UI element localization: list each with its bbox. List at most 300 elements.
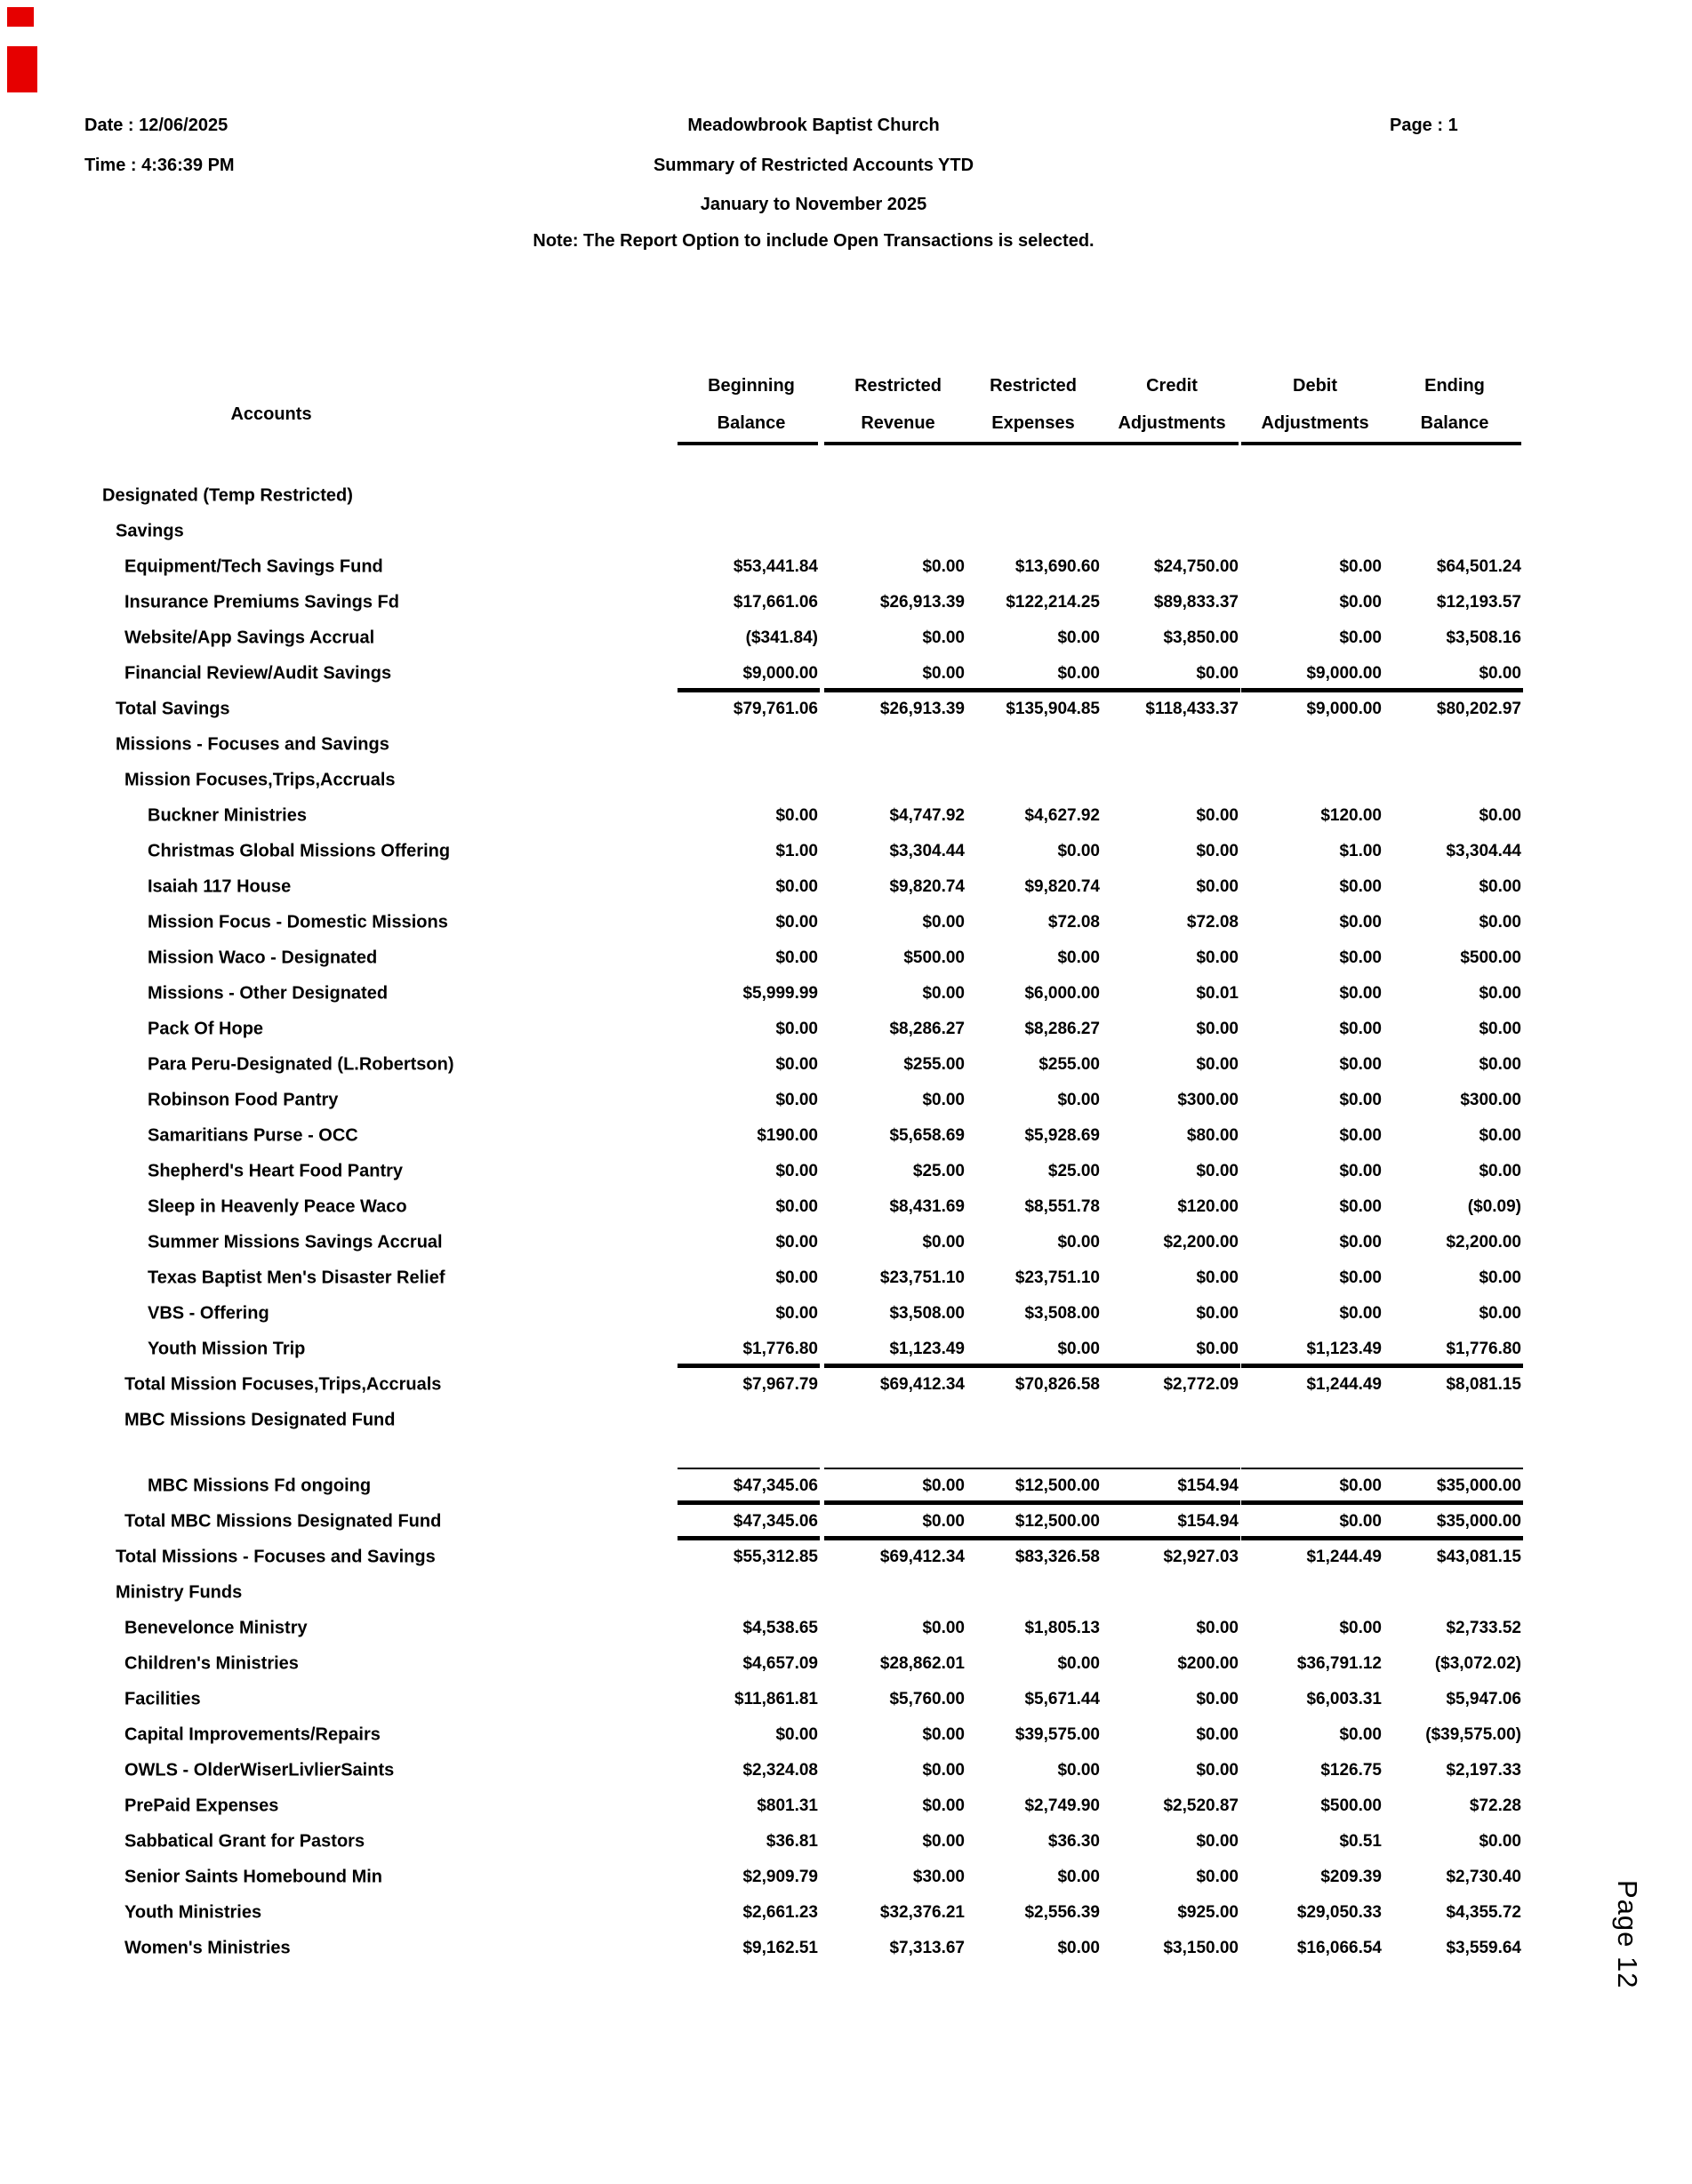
value-cell: $0.00 <box>922 664 965 683</box>
value-cell: $6,000.00 <box>1024 984 1100 1003</box>
account-label: Total Mission Focuses,Trips,Accruals <box>124 1374 442 1395</box>
table-row-item <box>0 834 1692 869</box>
report-title: Summary of Restricted Accounts YTD <box>653 156 974 175</box>
value-cell: $3,508.00 <box>889 1304 965 1323</box>
account-label: Christmas Global Missions Offering <box>148 841 451 861</box>
value-cell: $0.00 <box>775 1268 818 1287</box>
table-row-section <box>0 514 1692 549</box>
value-cell: $0.00 <box>1057 1654 1100 1673</box>
value-cell: $300.00 <box>1460 1091 1521 1109</box>
value-cell: $9,000.00 <box>742 664 818 683</box>
total-rule-above <box>1098 1468 1240 1469</box>
value-cell: $3,508.00 <box>1024 1304 1100 1323</box>
value-cell: $0.00 <box>1339 1055 1382 1074</box>
value-cell: $25.00 <box>1047 1162 1100 1180</box>
value-cell: $7,967.79 <box>742 1375 818 1394</box>
column-header-line1: Credit <box>1146 376 1198 396</box>
value-cell: $4,627.92 <box>1024 806 1100 825</box>
value-cell: ($39,575.00) <box>1425 1725 1521 1744</box>
value-cell: $0.00 <box>922 1761 965 1780</box>
value-cell: $30.00 <box>912 1868 965 1886</box>
account-label: MBC Missions Fd ongoing <box>148 1476 372 1496</box>
table-row-item <box>0 1860 1692 1895</box>
value-cell: $0.00 <box>1196 1162 1239 1180</box>
total-rule-above <box>678 1468 820 1469</box>
column-header <box>1248 367 1382 442</box>
table-row-item <box>0 1931 1692 1966</box>
account-label: MBC Missions Designated Fund <box>124 1410 396 1430</box>
table-row-item <box>0 1788 1692 1824</box>
value-cell: $0.00 <box>1339 1091 1382 1109</box>
value-cell: $0.00 <box>1479 1162 1521 1180</box>
value-cell: $1.00 <box>775 842 818 860</box>
value-cell: $36,791.12 <box>1296 1654 1382 1673</box>
value-cell: $8,286.27 <box>1024 1020 1100 1038</box>
value-cell: $25.00 <box>912 1162 965 1180</box>
value-cell: $0.00 <box>1479 1020 1521 1038</box>
value-cell: $1,244.49 <box>1306 1548 1382 1566</box>
value-cell: $5,671.44 <box>1024 1690 1100 1708</box>
value-cell: $135,904.85 <box>1006 700 1100 718</box>
value-cell: $0.00 <box>1057 1939 1100 1957</box>
account-label: Para Peru-Designated (L.Robertson) <box>148 1054 454 1075</box>
column-header <box>1388 367 1521 442</box>
column-header-underline <box>1098 442 1239 445</box>
value-cell: $23,751.10 <box>1014 1268 1100 1287</box>
value-cell: $0.00 <box>1479 664 1521 683</box>
value-cell: $1,244.49 <box>1306 1375 1382 1394</box>
value-cell: $1,776.80 <box>742 1340 818 1358</box>
value-cell: $0.51 <box>1339 1832 1382 1851</box>
account-label: Financial Review/Audit Savings <box>124 663 392 684</box>
value-cell: $0.00 <box>1339 1268 1382 1287</box>
account-label: Sleep in Heavenly Peace Waco <box>148 1196 407 1217</box>
value-cell: $1,123.49 <box>889 1340 965 1358</box>
account-label: Mission Waco - Designated <box>148 948 378 968</box>
value-cell: $255.00 <box>1038 1055 1100 1074</box>
table-row-total <box>0 1540 1692 1575</box>
value-cell: $0.00 <box>1196 1619 1239 1637</box>
table-row-item <box>0 1646 1692 1682</box>
report-time: Time : 4:36:39 PM <box>84 156 235 175</box>
value-cell: $0.00 <box>1479 806 1521 825</box>
table-row-item <box>0 1824 1692 1860</box>
value-cell: $2,324.08 <box>742 1761 818 1780</box>
account-label: Children's Ministries <box>124 1653 299 1674</box>
value-cell: $4,355.72 <box>1446 1903 1521 1922</box>
account-label: Pack Of Hope <box>148 1019 264 1039</box>
report-note: Note: The Report Option to include Open Transactions is selected. <box>533 231 1095 251</box>
value-cell: $0.00 <box>1196 1055 1239 1074</box>
account-label: Savings <box>116 521 184 541</box>
value-cell: $43,081.15 <box>1436 1548 1521 1566</box>
value-cell: $2,909.79 <box>742 1868 818 1886</box>
column-header-underline <box>1241 442 1382 445</box>
value-cell: $4,747.92 <box>889 806 965 825</box>
value-cell: $72.08 <box>1186 913 1239 932</box>
value-cell: $0.00 <box>1339 1126 1382 1145</box>
value-cell: $55,312.85 <box>733 1548 818 1566</box>
value-cell: $0.00 <box>922 628 965 647</box>
value-cell: $0.00 <box>1339 1020 1382 1038</box>
value-cell: $72.08 <box>1047 913 1100 932</box>
value-cell: $35,000.00 <box>1436 1476 1521 1495</box>
value-cell: $0.00 <box>1196 1340 1239 1358</box>
value-cell: $0.00 <box>922 557 965 576</box>
table-row-item <box>0 1332 1692 1367</box>
value-cell: $23,751.10 <box>879 1268 965 1287</box>
value-cell: $120.00 <box>1320 806 1382 825</box>
table-row-item <box>0 656 1692 692</box>
value-cell: $0.00 <box>1339 913 1382 932</box>
value-cell: ($341.84) <box>745 628 818 647</box>
account-label: VBS - Offering <box>148 1303 269 1324</box>
red-scan-mark-top <box>7 7 34 27</box>
table-row-item <box>0 1296 1692 1332</box>
value-cell: $0.00 <box>1339 1476 1382 1495</box>
value-cell: $0.00 <box>1339 984 1382 1003</box>
column-header-line1: Restricted <box>854 376 942 396</box>
value-cell: $200.00 <box>1177 1654 1239 1673</box>
value-cell: $0.00 <box>775 913 818 932</box>
value-cell: $0.00 <box>1339 1725 1382 1744</box>
value-cell: $47,345.06 <box>733 1512 818 1531</box>
value-cell: $0.00 <box>1057 948 1100 967</box>
accounts-column-header: Accounts <box>230 404 312 424</box>
value-cell: $0.00 <box>1339 1162 1382 1180</box>
value-cell: $36.81 <box>766 1832 818 1851</box>
table-row-item <box>0 1717 1692 1753</box>
value-cell: $5,658.69 <box>889 1126 965 1145</box>
value-cell: $0.00 <box>1057 842 1100 860</box>
account-label: Total MBC Missions Designated Fund <box>124 1511 442 1532</box>
value-cell: $0.00 <box>775 1055 818 1074</box>
value-cell: $0.00 <box>922 1233 965 1252</box>
column-header-line1: Restricted <box>990 376 1077 396</box>
value-cell: $0.00 <box>1339 557 1382 576</box>
value-cell: $0.00 <box>1196 664 1239 683</box>
value-cell: $9,820.74 <box>889 877 965 896</box>
value-cell: $0.00 <box>1479 877 1521 896</box>
value-cell: $79,761.06 <box>733 700 818 718</box>
table-row-item <box>0 620 1692 656</box>
value-cell: $0.00 <box>1057 628 1100 647</box>
value-cell: $0.00 <box>1339 593 1382 612</box>
value-cell: $32,376.21 <box>879 1903 965 1922</box>
value-cell: $69,412.34 <box>879 1375 965 1394</box>
value-cell: $0.00 <box>1196 1304 1239 1323</box>
column-header-line2: Revenue <box>861 413 935 433</box>
value-cell: $120.00 <box>1177 1197 1239 1216</box>
value-cell: $0.00 <box>1479 1304 1521 1323</box>
value-cell: $11,861.81 <box>734 1690 818 1708</box>
value-cell: $925.00 <box>1177 1903 1239 1922</box>
table-row-section <box>0 478 1692 514</box>
value-cell: $0.00 <box>1196 1020 1239 1038</box>
value-cell: $2,200.00 <box>1163 1233 1239 1252</box>
value-cell: $0.00 <box>1057 1761 1100 1780</box>
value-cell: $9,820.74 <box>1024 877 1100 896</box>
value-cell: $0.00 <box>775 1091 818 1109</box>
value-cell: $47,345.06 <box>733 1476 818 1495</box>
total-rule-above <box>1381 1468 1523 1469</box>
total-rule-above <box>1241 1468 1383 1469</box>
value-cell: $83,326.58 <box>1014 1548 1100 1566</box>
table-row-item <box>0 1225 1692 1260</box>
value-cell: $500.00 <box>1320 1796 1382 1815</box>
value-cell: $72.28 <box>1469 1796 1521 1815</box>
account-label: Designated (Temp Restricted) <box>102 485 353 506</box>
value-cell: $126.75 <box>1320 1761 1382 1780</box>
value-cell: $801.31 <box>757 1796 818 1815</box>
value-cell: $0.00 <box>1057 1340 1100 1358</box>
account-label: Samaritians Purse - OCC <box>148 1125 358 1146</box>
value-cell: $12,500.00 <box>1014 1476 1100 1495</box>
value-cell: $500.00 <box>1460 948 1521 967</box>
value-cell: $5,947.06 <box>1446 1690 1521 1708</box>
value-cell: $0.00 <box>1339 1304 1382 1323</box>
value-cell: $0.00 <box>922 1725 965 1744</box>
value-cell: $0.00 <box>775 877 818 896</box>
value-cell: $9,000.00 <box>1306 664 1382 683</box>
value-cell: $0.00 <box>1339 877 1382 896</box>
value-cell: $8,286.27 <box>889 1020 965 1038</box>
column-header-underline <box>1381 442 1521 445</box>
table-row-item <box>0 940 1692 976</box>
account-label: PrePaid Expenses <box>124 1796 279 1816</box>
value-cell: $9,000.00 <box>1306 700 1382 718</box>
value-cell: $154.94 <box>1177 1512 1239 1531</box>
account-label: Youth Ministries <box>124 1902 262 1923</box>
value-cell: $122,214.25 <box>1006 593 1100 612</box>
value-cell: $0.00 <box>775 1304 818 1323</box>
value-cell: $26,913.39 <box>879 700 965 718</box>
account-label: Mission Focus - Domestic Missions <box>148 912 448 932</box>
value-cell: $3,559.64 <box>1446 1939 1521 1957</box>
value-cell: $0.00 <box>1196 1868 1239 1886</box>
column-header-underline <box>824 442 965 445</box>
value-cell: $24,750.00 <box>1153 557 1239 576</box>
table-row-item <box>0 1083 1692 1118</box>
value-cell: $29,050.33 <box>1296 1903 1382 1922</box>
table-row-total <box>0 1367 1692 1403</box>
side-page-label: Page 12 <box>1612 1880 1643 1989</box>
value-cell: $12,193.57 <box>1436 593 1521 612</box>
total-rule-above <box>824 1468 966 1469</box>
value-cell: $2,927.03 <box>1163 1548 1239 1566</box>
column-header-line2: Adjustments <box>1261 413 1369 433</box>
value-cell: $255.00 <box>903 1055 965 1074</box>
value-cell: $0.00 <box>922 1619 965 1637</box>
value-cell: $2,197.33 <box>1446 1761 1521 1780</box>
account-label: Facilities <box>124 1689 201 1709</box>
value-cell: $190.00 <box>757 1126 818 1145</box>
column-header-underline <box>678 442 818 445</box>
value-cell: $0.00 <box>922 1091 965 1109</box>
value-cell: $8,081.15 <box>1446 1375 1521 1394</box>
value-cell: $7,313.67 <box>889 1939 965 1957</box>
value-cell: $4,538.65 <box>742 1619 818 1637</box>
value-cell: $2,520.87 <box>1163 1796 1239 1815</box>
value-cell: $3,150.00 <box>1163 1939 1239 1957</box>
value-cell: ($0.09) <box>1467 1197 1521 1216</box>
value-cell: $2,749.90 <box>1024 1796 1100 1815</box>
value-cell: $80.00 <box>1186 1126 1239 1145</box>
table-row-item <box>0 1611 1692 1646</box>
value-cell: $6,003.31 <box>1306 1690 1382 1708</box>
value-cell: $0.00 <box>1339 1619 1382 1637</box>
value-cell: $0.00 <box>775 1162 818 1180</box>
value-cell: $0.00 <box>775 1725 818 1744</box>
account-label: Total Missions - Focuses and Savings <box>116 1547 436 1567</box>
table-row-total <box>0 1504 1692 1540</box>
value-cell: $0.00 <box>1479 1832 1521 1851</box>
value-cell: $70,826.58 <box>1014 1375 1100 1394</box>
account-label: Summer Missions Savings Accrual <box>148 1232 443 1252</box>
value-cell: $118,433.37 <box>1145 700 1239 718</box>
value-cell: $17,661.06 <box>733 593 818 612</box>
value-cell: $80,202.97 <box>1436 700 1521 718</box>
value-cell: $0.00 <box>1479 1126 1521 1145</box>
value-cell: $0.00 <box>922 913 965 932</box>
value-cell: $0.00 <box>922 984 965 1003</box>
account-label: Senior Saints Homebound Min <box>124 1867 383 1887</box>
account-label: Robinson Food Pantry <box>148 1090 339 1110</box>
red-scan-mark-bottom <box>7 46 37 92</box>
table-row-section <box>0 727 1692 763</box>
value-cell: $0.00 <box>1057 1233 1100 1252</box>
value-cell: $12,500.00 <box>1014 1512 1100 1531</box>
value-cell: $2,661.23 <box>742 1903 818 1922</box>
value-cell: $0.00 <box>1479 1055 1521 1074</box>
column-header <box>685 367 818 442</box>
value-cell: $0.00 <box>775 1233 818 1252</box>
table-row-item <box>0 549 1692 585</box>
table-row-item <box>0 1468 1692 1504</box>
value-cell: $209.39 <box>1320 1868 1382 1886</box>
column-header-line1: Beginning <box>708 376 795 396</box>
value-cell: $1.00 <box>1339 842 1382 860</box>
table-row-item <box>0 1154 1692 1189</box>
value-cell: $0.00 <box>1196 1268 1239 1287</box>
column-header <box>966 367 1100 442</box>
value-cell: $2,772.09 <box>1163 1375 1239 1394</box>
value-cell: $5,928.69 <box>1024 1126 1100 1145</box>
value-cell: $0.00 <box>1196 842 1239 860</box>
table-row-total <box>0 692 1692 727</box>
value-cell: $0.00 <box>1339 1197 1382 1216</box>
column-header-underline <box>959 442 1100 445</box>
table-row-item <box>0 1047 1692 1083</box>
value-cell: $154.94 <box>1177 1476 1239 1495</box>
value-cell: $4,657.09 <box>742 1654 818 1673</box>
value-cell: $0.00 <box>1339 1233 1382 1252</box>
table-row-section <box>0 1403 1692 1438</box>
value-cell: $0.00 <box>1339 628 1382 647</box>
account-label: Youth Mission Trip <box>148 1339 306 1359</box>
value-cell: $0.01 <box>1196 984 1239 1003</box>
value-cell: $0.00 <box>775 1197 818 1216</box>
column-header <box>831 367 965 442</box>
value-cell: $16,066.54 <box>1296 1939 1382 1957</box>
column-header-line2: Balance <box>717 413 786 433</box>
value-cell: $9,162.51 <box>742 1939 818 1957</box>
value-cell: $0.00 <box>1196 1832 1239 1851</box>
table-row-item <box>0 1012 1692 1047</box>
value-cell: $5,760.00 <box>889 1690 965 1708</box>
value-cell: $0.00 <box>1479 984 1521 1003</box>
value-cell: $1,123.49 <box>1306 1340 1382 1358</box>
table-row-item <box>0 1260 1692 1296</box>
account-label: Benevelonce Ministry <box>124 1618 308 1638</box>
value-cell: $0.00 <box>1196 948 1239 967</box>
column-header-line2: Expenses <box>991 413 1075 433</box>
account-label: Isaiah 117 House <box>148 876 292 897</box>
table-row-section <box>0 1575 1692 1611</box>
value-cell: $0.00 <box>775 806 818 825</box>
value-cell: $13,690.60 <box>1014 557 1100 576</box>
value-cell: $0.00 <box>1339 1512 1382 1531</box>
value-cell: $2,556.39 <box>1024 1903 1100 1922</box>
value-cell: $0.00 <box>1196 1761 1239 1780</box>
account-label: Equipment/Tech Savings Fund <box>124 556 383 577</box>
table-row-item <box>0 585 1692 620</box>
report-period: January to November 2025 <box>700 195 927 214</box>
value-cell: $0.00 <box>775 948 818 967</box>
table-row-item <box>0 1682 1692 1717</box>
value-cell: $0.00 <box>1057 664 1100 683</box>
table-row-section <box>0 763 1692 798</box>
account-label: Insurance Premiums Savings Fd <box>124 592 399 612</box>
value-cell: $0.00 <box>1196 1690 1239 1708</box>
column-header-line1: Ending <box>1424 376 1485 396</box>
value-cell: $0.00 <box>1479 913 1521 932</box>
value-cell: $53,441.84 <box>733 557 818 576</box>
table-row-item <box>0 869 1692 905</box>
value-cell: $8,431.69 <box>889 1197 965 1216</box>
value-cell: $2,733.52 <box>1446 1619 1521 1637</box>
column-header <box>1105 367 1239 442</box>
account-label: Website/App Savings Accrual <box>124 628 375 648</box>
value-cell: $1,805.13 <box>1024 1619 1100 1637</box>
column-header-line2: Adjustments <box>1118 413 1226 433</box>
account-label: Texas Baptist Men's Disaster Relief <box>148 1268 445 1288</box>
value-cell: $36.30 <box>1047 1832 1100 1851</box>
value-cell: $0.00 <box>1479 1268 1521 1287</box>
value-cell: $3,508.16 <box>1446 628 1521 647</box>
total-rule-above <box>959 1468 1102 1469</box>
account-label: Buckner Ministries <box>148 805 307 826</box>
account-label: Total Savings <box>116 699 230 719</box>
value-cell: $0.00 <box>1057 1091 1100 1109</box>
report-date: Date : 12/06/2025 <box>84 116 229 135</box>
value-cell: $2,200.00 <box>1446 1233 1521 1252</box>
value-cell: $0.00 <box>922 1476 965 1495</box>
value-cell: $89,833.37 <box>1153 593 1239 612</box>
value-cell: $2,730.40 <box>1446 1868 1521 1886</box>
account-label: Ministry Funds <box>116 1582 243 1603</box>
value-cell: $0.00 <box>1196 806 1239 825</box>
account-label: Missions - Focuses and Savings <box>116 734 389 755</box>
value-cell: $0.00 <box>775 1020 818 1038</box>
account-label: Missions - Other Designated <box>148 983 389 1004</box>
table-row-item <box>0 1753 1692 1788</box>
account-label: Sabbatical Grant for Pastors <box>124 1831 365 1852</box>
value-cell: $3,304.44 <box>889 842 965 860</box>
value-cell: $5,999.99 <box>742 984 818 1003</box>
value-cell: $0.00 <box>1196 877 1239 896</box>
table-row-item <box>0 976 1692 1012</box>
